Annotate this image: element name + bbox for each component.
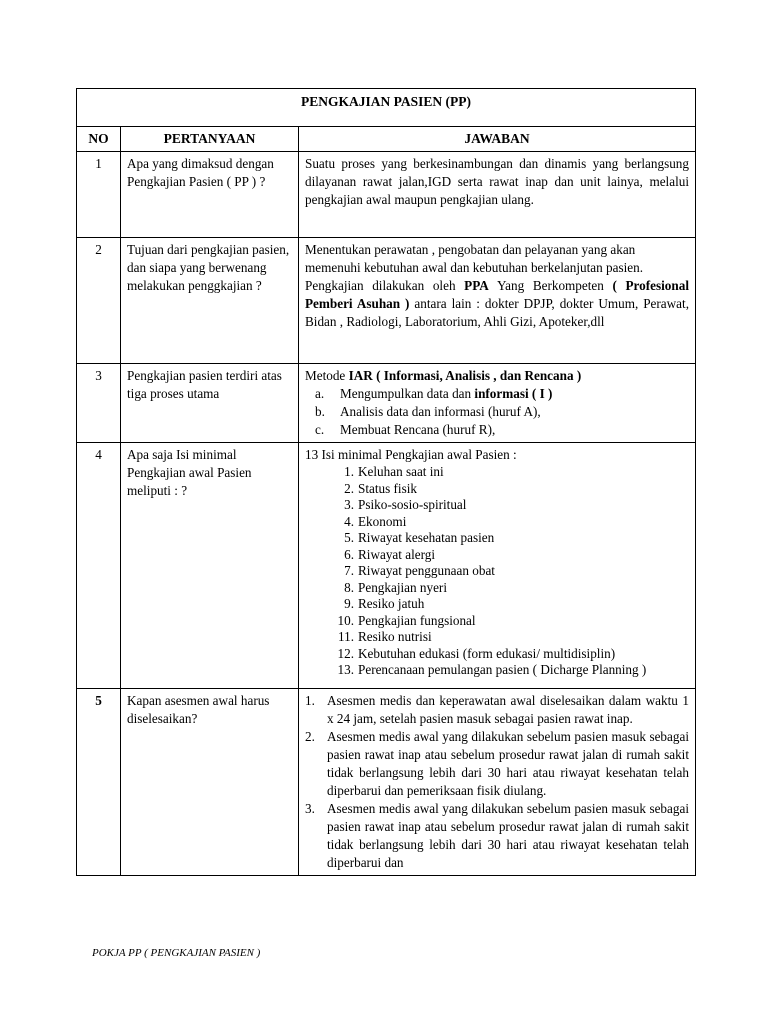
header-jawaban: JAWABAN	[299, 127, 696, 152]
list-item	[305, 728, 689, 800]
list-item	[329, 547, 689, 564]
list-text: Resiko nutrisi	[358, 629, 432, 644]
list-marker: 3.	[344, 497, 354, 512]
document-page	[76, 88, 696, 932]
list-text: Riwayat kesehatan pasien	[358, 530, 495, 545]
table-row	[77, 238, 696, 364]
list-item	[329, 596, 689, 613]
list-marker: 8.	[344, 579, 354, 595]
list-text: Status fisik	[358, 480, 417, 496]
list-item	[329, 497, 689, 514]
list-marker: 2.	[305, 729, 315, 744]
list-text: Pengkajian fungsional	[358, 612, 476, 628]
list-text: Perencanaan pemulangan pasien ( Dicharge Planning )	[358, 662, 647, 677]
list-marker: 7.	[344, 563, 354, 578]
page-footer: POKJA PP ( PENGKAJIAN PASIEN )	[92, 947, 261, 959]
list-marker: 5.	[344, 530, 354, 545]
answer-cell	[299, 238, 696, 364]
question-cell: Apa saja Isi minimal Pengkajian awal Pasien meliputi : ?	[121, 443, 299, 689]
list-item	[329, 530, 689, 547]
iar-list	[305, 385, 689, 439]
list-marker: 3.	[305, 801, 315, 816]
minimal-content-list	[305, 464, 689, 679]
list-item	[329, 629, 689, 646]
answer-cell: Suatu proses yang berkesinambungan dan dinamis yang berlangsung dilayanan rawat jalan,IGD serta rawat inap dan unit lainya, melalui pengkajian awal maupun pengkajian ulang.	[299, 152, 696, 238]
list-item	[329, 646, 689, 663]
question-cell: Tujuan dari pengkajian pasien, dan siapa yang berwenang melakukan penggkajian ?	[121, 238, 299, 364]
table-row	[77, 364, 696, 443]
list-marker: 9.	[344, 596, 354, 611]
list-text: Asesmen medis awal yang dilakukan sebelum pasien masuk sebagai pasien rawat inap atau sebelum prosedur rawat jalan di rumah sakit tidak berlangsung lebih dari 30 hari atau riwayat kesehatan telah diperbarui dan pemeriksaan fisik diulang.	[327, 729, 689, 798]
list-item	[329, 662, 689, 679]
table-row	[77, 443, 696, 689]
row-number: 5	[77, 689, 121, 876]
list-text: Pengkajian nyeri	[358, 579, 447, 595]
list-item	[305, 692, 689, 728]
row-number: 4	[77, 443, 121, 689]
answer-cell	[299, 689, 696, 876]
list-item	[329, 613, 689, 630]
method-line: Metode IAR ( Informasi, Analisis , dan Rencana )	[305, 368, 582, 383]
list-item: c. Membuat Rencana (huruf R),	[315, 422, 496, 437]
list-item	[329, 481, 689, 498]
list-text: Riwayat alergi	[358, 546, 436, 562]
question-cell: Apa yang dimaksud dengan Pengkajian Pasien ( PP ) ?	[121, 152, 299, 238]
list-text: Riwayat penggunaan obat	[358, 563, 495, 578]
list-marker: 11.	[338, 629, 354, 644]
qa-table	[76, 88, 696, 876]
list-item	[329, 514, 689, 531]
header-no: NO	[77, 127, 121, 152]
list-item	[305, 800, 689, 872]
list-text: Ekonomi	[358, 513, 407, 529]
list-marker: 10.	[337, 612, 354, 628]
table-row	[77, 689, 696, 876]
table-title: PENGKAJIAN PASIEN (PP)	[77, 89, 696, 127]
list-text: Psiko-sosio-spiritual	[358, 497, 467, 512]
list-text: Keluhan saat ini	[358, 464, 444, 479]
list-item	[329, 464, 689, 481]
list-text: Asesmen medis dan keperawatan awal diselesaikan dalam waktu 1 x 24 jam, setelah pasien masuk sebagai pasien rawat inap.	[327, 693, 689, 726]
list-text: Kebutuhan edukasi (form edukasi/ multidisiplin)	[358, 645, 616, 661]
list-marker: 1.	[344, 464, 354, 479]
header-row	[77, 127, 696, 152]
question-cell: Pengkajian pasien terdiri atas tiga proses utama	[121, 364, 299, 443]
list-item	[329, 580, 689, 597]
header-pertanyaan: PERTANYAAN	[121, 127, 299, 152]
list-marker: 6.	[344, 546, 354, 562]
answer-paragraph: Menentukan perawatan , pengobatan dan pelayanan yang akan memenuhi kebutuhan awal dan kebutuhan berkelanjutan pasien.	[305, 242, 644, 275]
row-number: 3	[77, 364, 121, 443]
answer-cell	[299, 364, 696, 443]
question-cell: Kapan asesmen awal harus diselesaikan?	[121, 689, 299, 876]
table-row	[77, 152, 696, 238]
answer-paragraph: Pengkajian dilakukan oleh PPA Yang Berkompeten ( Profesional Pemberi Asuhan ) antara lain : dokter DPJP, dokter Umum, Perawat, Bidan , Radiologi, Laboratorium, Ahli Gizi, Apoteker,dll	[305, 278, 689, 329]
list-text: Resiko jatuh	[358, 596, 425, 611]
list-item	[329, 563, 689, 580]
list-marker: 4.	[344, 513, 354, 529]
assessment-list	[305, 692, 689, 872]
list-marker: 2.	[344, 480, 354, 496]
list-item: b. Analisis data dan informasi (huruf A),	[315, 404, 541, 419]
list-text: Asesmen medis awal yang dilakukan sebelum pasien masuk sebagai pasien rawat inap atau sebelum prosedur rawat jalan di rumah sakit tidak berlangsung lebih dari 30 hari atau riwayat kesehatan telah diperbarui dan	[327, 801, 689, 870]
row-number: 1	[77, 152, 121, 238]
row-number: 2	[77, 238, 121, 364]
answer-cell	[299, 443, 696, 689]
list-marker: 13.	[337, 662, 354, 677]
list-item: a. Mengumpulkan data dan informasi ( I )	[315, 386, 553, 401]
list-marker: 1.	[305, 693, 315, 708]
list-intro: 13 Isi minimal Pengkajian awal Pasien :	[305, 447, 517, 462]
list-marker: 12.	[337, 645, 354, 661]
